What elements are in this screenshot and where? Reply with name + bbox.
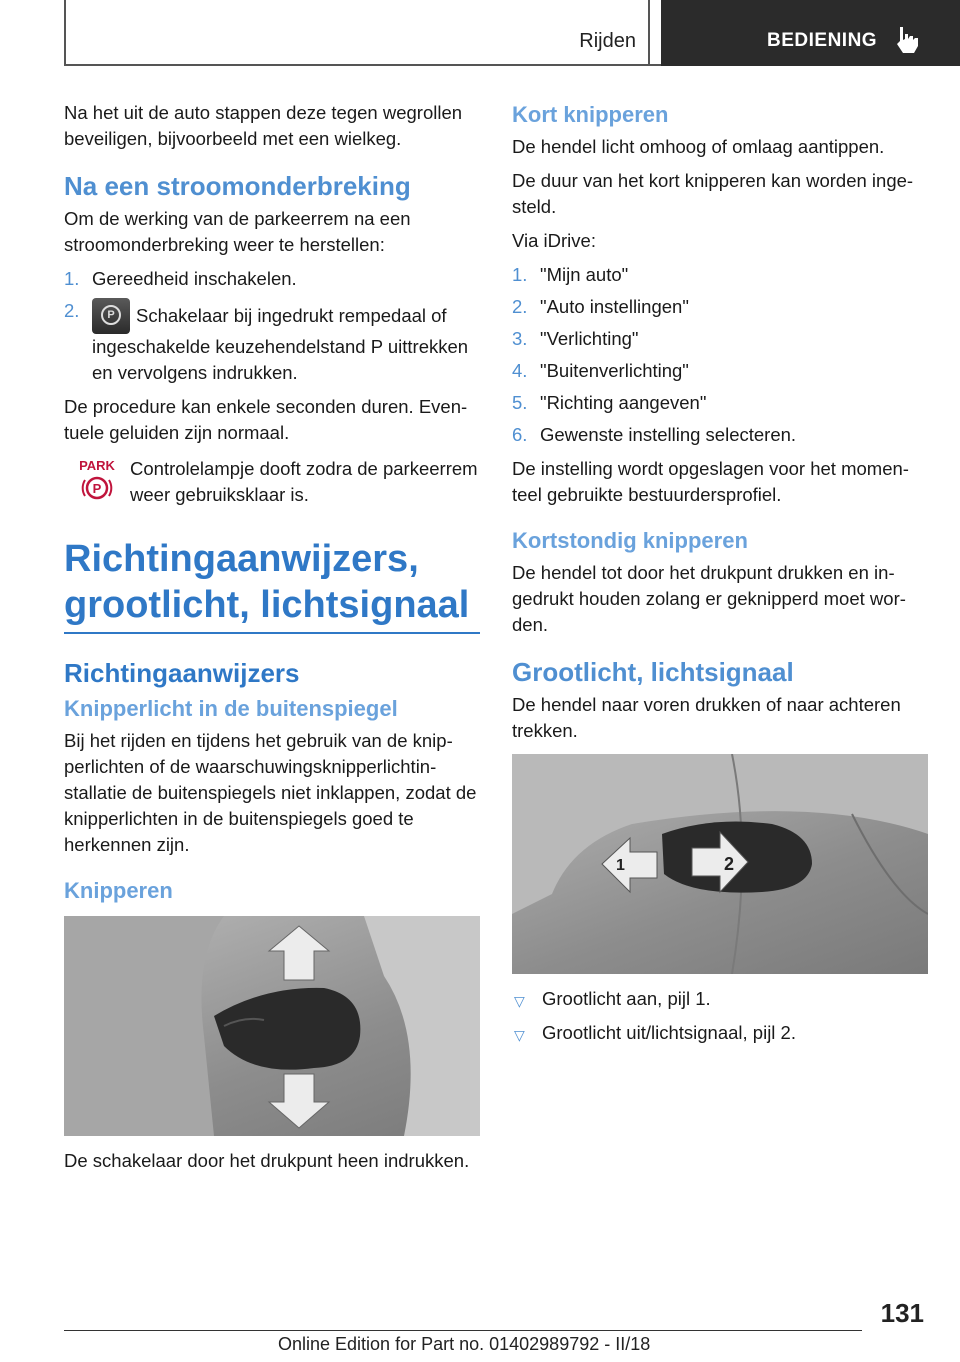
list-item: 5. "Richting aangeven"	[512, 392, 707, 413]
intro-text: Na het uit de auto stappen deze tegen wegrollen beveiligen, bijvoorbeeld met een wielkeg.	[64, 102, 463, 149]
short-blink-text-1: De hendel licht omhoog of omlaag aantippen.	[512, 136, 885, 157]
turn-signal-lever-photo	[64, 916, 480, 1136]
triangle-bullet-icon: ▽	[514, 1027, 525, 1043]
list-item: 1. "Mijn auto"	[512, 264, 629, 285]
park-lamp-label: PARK	[79, 458, 115, 473]
list-item: ▽ Grootlicht uit/lichtsignaal, pijl 2.	[512, 1020, 928, 1046]
right-column	[512, 100, 928, 1054]
header-tab-label: BEDIENING	[767, 30, 878, 51]
mirror-text: Bij het rijden en tijdens het gebruik van de knipperlichten of de waarschuwingsknipperlichtinstallatie de buitenspiegels niet inklappen, zodat de knipperlichten in de buitenspiegels goed te herkennen zijn.	[64, 730, 477, 855]
momentary-heading: Kortstondig knipperen	[512, 528, 748, 553]
list-item: ▽ Grootlicht aan, pijl 1.	[512, 986, 928, 1012]
list-item: 4. "Buitenverlichting"	[512, 360, 689, 381]
section-title: Richtingaanwijzers	[64, 658, 300, 688]
high-beam-bullets	[512, 986, 928, 1046]
park-lamp-icon	[64, 456, 130, 508]
power-heading: Na een stroomonderbreking	[64, 171, 411, 201]
indicator-lamp-note	[64, 456, 480, 508]
svg-text:P: P	[92, 481, 102, 496]
arrow-label-2: 2	[724, 854, 735, 874]
high-beam-lever-photo	[512, 754, 928, 974]
header-separator	[648, 0, 650, 66]
procedure-text: De procedure kan enkele seconden duren. Eventuele geluiden zijn normaal.	[64, 396, 468, 443]
list-item: 2. "Auto instellingen"	[512, 296, 689, 317]
page-number: 131	[880, 1298, 924, 1328]
saved-text: De instelling wordt opgeslagen voor het momenteel gebruikte bestuurdersprofiel.	[512, 458, 909, 505]
triangle-bullet-icon: ▽	[514, 993, 525, 1009]
high-beam-text: De hendel naar voren drukken of naar achteren trekken.	[512, 694, 901, 741]
idrive-steps	[512, 262, 928, 448]
blink-heading: Knipperen	[64, 878, 173, 903]
short-blink-text-2: De duur van het kort knipperen kan worden ingesteld.	[512, 170, 914, 217]
idrive-label: Via iDrive:	[512, 230, 596, 251]
list-item: 2. P Schakelaar bij ingedrukt rempedaal of ingeschakelde keuzehendelstand P uittrekken en vervolgens indrukken.	[64, 300, 469, 383]
header-section-label: Rijden	[579, 30, 636, 52]
power-steps	[64, 266, 480, 386]
header-left-border	[64, 0, 66, 66]
hand-pointing-icon	[894, 24, 924, 56]
high-beam-heading: Grootlicht, lichtsignaal	[512, 657, 794, 687]
power-text: Om de werking van de parkeerrem na een stroomonderbreking weer te herstellen:	[64, 208, 411, 255]
short-blink-heading: Kort knipperen	[512, 102, 669, 127]
list-item: 1. Gereedheid inschakelen.	[64, 268, 297, 289]
edition-text: Online Edition for Part no. 01402989792 - II/18	[278, 1334, 651, 1354]
chapter-title: Richtingaanwijzers, grootlicht, lichtsignaal	[64, 536, 480, 634]
mirror-heading: Knipperlicht in de buitenspiegel	[64, 696, 398, 721]
arrow-label-1: 1	[616, 857, 625, 874]
list-item: 3. "Verlichting"	[512, 328, 639, 349]
list-item: 6. Gewenste instelling selecteren.	[512, 424, 797, 445]
footer-rule	[64, 1330, 862, 1331]
parking-brake-button-icon: P	[92, 298, 130, 334]
left-column	[64, 100, 480, 1182]
momentary-text: De hendel tot door het drukpunt drukken en ingedrukt houden zolang er geknipperd moet worden.	[512, 562, 906, 635]
lamp-text: Controlelampje dooft zodra de parkeerrem weer gebruiksklaar is.	[130, 458, 478, 505]
blink-caption: De schakelaar door het drukpunt heen indrukken.	[64, 1150, 470, 1171]
